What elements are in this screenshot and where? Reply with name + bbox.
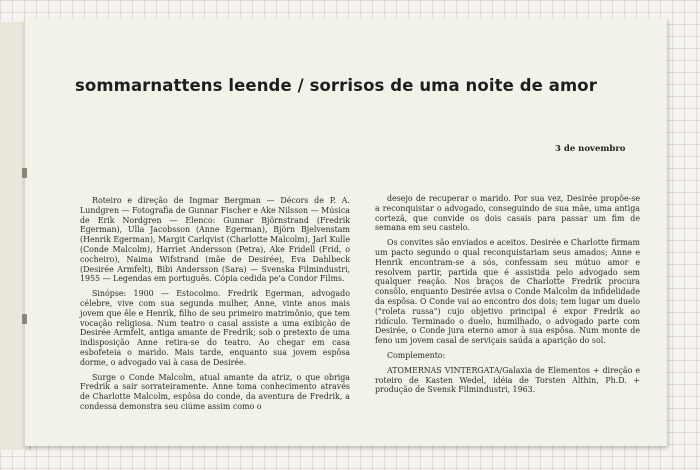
screening-date: 3 de novembro (555, 144, 626, 154)
synopsis-paragraph: Sinópse: 1900 — Estocolmo. Fredrik Egerman, advogado célebre, vive com sua segunda mulher, Anne, vinte anos mais jovem que êle e Henrik, filho de seu primeiro matrimônio, que tem vocação religiosa. Num teatro o casal assiste a uma exibição de Desirée Armfelt, antiga amante de Fredrik; sob o pretexto de uma indisposição Anne retira-se do teatro. Ao chegar em casa esbofeteia o marido. Mais tarde, enquanto sua jovem espôsa dorme, o advogado vai à casa de Desirée. (80, 289, 350, 367)
page-title: sommarnattens leende / sorrisos de uma noite de amor (75, 76, 597, 95)
synopsis-paragraph-4: Os convites são enviados e aceitos. Desirée e Charlotte firmam um pacto segundo o qual reconquistariam seus amados; Anne e Henrik encontram-se a sós, confessam seu mútuo amor e resolvem partir, partida que é assistida pelo advogado sem qualquer reação. Nos braços de Charlotte Fredrik procura consôlo, enquanto Desirée avisa o Conde Malcolm da infidelidade da espôsa. O Conde vai ao encontro dos dois; tem lugar um duelo ("roleta russa") cujo objetivo principal é expor Fredrik ao ridículo. Terminado o duelo, humilhado, o advogado parte com Desirée, o Conde jura eterno amor à sua espôsa. Num monte de feno um jovem casal de serviçais saúda a aparição do sol. (375, 238, 640, 346)
left-column (80, 196, 350, 417)
complement-label: Complemento: (387, 350, 446, 360)
credits-paragraph: Roteiro e direção de Ingmar Bergman — Décors de P. A. Lundgren — Fotografia de Gunnar Fischer e Ake Nilsson — Música de Erik Nordgren — Elenco: Gunnar Björnstrand (Fredrik Egerman), Ulla Jacobsson (Anne Egerman), Björn Bjelvenstam (Henrik Egerman), Margit Carlqvist (Charlotte Malcolm), Jarl Kulle (Conde Malcolm), Harriet Andersson (Petra), Ake Fridell (Frid, o cocheiro), Naima Wifstrand (mãe de Desirée), Eva Dahlbeck (Desirée Armfelt), Bibi Andersson (Sara) — Svenska Filmindustri, 1955 — Legendas em português. Cópia cedida pe'a Condor Films. (80, 196, 350, 284)
program-page (24, 18, 667, 446)
staple-top (22, 168, 27, 178)
synopsis-paragraph-2: Surge o Conde Malcolm, atual amante da atriz, o que obriga Fredrik a sair sorrateiramente. Anne toma conhecimento através de Charlotte Malcolm, espôsa do conde, da aventura de Fredrik, a condessa demonstra seu ciúme assim como o (80, 372, 350, 411)
right-column (375, 194, 640, 400)
staple-bottom (22, 314, 27, 324)
synopsis-paragraph-3: desejo de recuperar o marido. Por sua vez, Desirée propõe-se a reconquistar o advogado, conseguindo de sua mãe, uma antiga cortezã, que convide os dois casais para passar um fim de semana em seu castelo. (375, 194, 640, 233)
complement-credit: ATOMERNAS VINTERGATA/Galaxia de Elementos + direção e roteiro de Kasten Wedel, idéia de Torsten Althin, Ph.D. + produção de Svensk Filmindustri, 1963. (375, 365, 640, 395)
